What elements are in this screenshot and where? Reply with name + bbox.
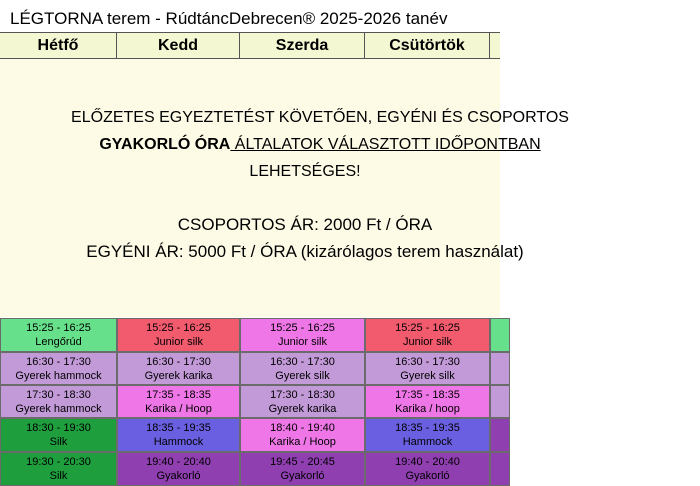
notice-line-2 (0, 136, 700, 154)
class-cell-friday (490, 418, 510, 452)
class-time: 19:40 - 20:40 (395, 456, 460, 468)
class-cell-monday (0, 318, 117, 352)
class-name: Hammock (153, 436, 204, 448)
class-time: 15:25 - 16:25 (146, 322, 211, 334)
class-time: 19:40 - 20:40 (146, 456, 211, 468)
schedule-title: LÉGTORNA terem - RúdtáncDebrecen® 2025-2026 tanév (0, 0, 500, 32)
day-header-wednesday: Szerda (240, 33, 365, 58)
class-time: 17:30 - 18:30 (270, 389, 335, 401)
class-name: Karika / hoop (395, 403, 460, 415)
class-time: 19:30 - 20:30 (26, 456, 91, 468)
class-name: Hammock (402, 436, 453, 448)
notice-line-3: LEHETSÉGES! (249, 163, 361, 180)
class-cell-monday (0, 352, 117, 385)
class-time: 18:35 - 19:35 (395, 422, 460, 434)
class-name: Junior silk (154, 336, 203, 348)
class-name: Gyerek karika (144, 370, 213, 382)
notice-line-2-bold: GYAKORLÓ ÓRA (99, 136, 231, 153)
class-cell-thursday (365, 318, 490, 352)
price-group: CSOPORTOS ÁR: 2000 Ft / ÓRA (177, 215, 433, 234)
class-cell-tuesday (117, 352, 240, 385)
class-cell-friday (490, 318, 510, 352)
class-cell-thursday (365, 452, 490, 486)
class-cell-wednesday (240, 318, 365, 352)
class-name: Gyerek silk (400, 370, 455, 382)
class-name: Silk (49, 436, 68, 448)
class-name: Gyerek hammock (15, 403, 102, 415)
class-time: 17:35 - 18:35 (395, 389, 460, 401)
notice-line-2-rest: ÁLTALATOK VÁLASZTOTT IDŐPONTBAN (230, 136, 541, 153)
class-cell-tuesday (117, 418, 240, 452)
class-name: Junior silk (403, 336, 452, 348)
class-name: Karika / Hoop (145, 403, 212, 415)
class-name: Junior silk (278, 336, 327, 348)
class-cell-thursday (365, 352, 490, 385)
class-time: 16:30 - 17:30 (270, 356, 335, 368)
class-time: 15:25 - 16:25 (395, 322, 460, 334)
price-single: EGYÉNI ÁR: 5000 Ft / ÓRA (kizárólagos terem használat) (86, 242, 524, 261)
class-cell-monday (0, 452, 117, 486)
class-time: 15:25 - 16:25 (270, 322, 335, 334)
day-header-row (0, 32, 500, 59)
class-time: 16:30 - 17:30 (26, 356, 91, 368)
day-header-monday: Hétfő (0, 33, 117, 58)
class-name: Gyerek hammock (15, 370, 102, 382)
notice-panel (0, 59, 569, 317)
class-time: 15:25 - 16:25 (26, 322, 91, 334)
class-cell-friday (490, 352, 510, 385)
class-name: Gyakorló (405, 470, 450, 482)
class-time: 17:35 - 18:35 (146, 389, 211, 401)
notice-line-1: ELŐZETES EGYEZTETÉST KÖVETŐEN, EGYÉNI ÉS CSOPORTOS (71, 109, 569, 126)
class-cell-wednesday (240, 418, 365, 452)
day-header-friday-cut (490, 33, 500, 58)
class-cell-friday (490, 385, 510, 418)
class-name: Gyakorló (156, 470, 201, 482)
class-cell-friday (490, 452, 510, 486)
class-time: 19:45 - 20:45 (270, 456, 335, 468)
class-cell-tuesday (117, 452, 240, 486)
class-time: 16:30 - 17:30 (146, 356, 211, 368)
class-time: 17:30 - 18:30 (26, 389, 91, 401)
class-name: Gyakorló (280, 470, 325, 482)
class-name: Gyerek silk (275, 370, 330, 382)
day-header-tuesday: Kedd (117, 33, 240, 58)
class-time: 18:35 - 19:35 (146, 422, 211, 434)
class-name: Karika / Hoop (269, 436, 336, 448)
class-name: Lengőrúd (35, 336, 82, 348)
class-cell-monday (0, 418, 117, 452)
class-cell-wednesday (240, 352, 365, 385)
class-name: Silk (49, 470, 68, 482)
day-header-thursday: Csütörtök (365, 33, 490, 58)
schedule-grid (0, 318, 500, 486)
class-cell-wednesday (240, 452, 365, 486)
class-time: 16:30 - 17:30 (395, 356, 460, 368)
class-cell-tuesday (117, 318, 240, 352)
class-name: Gyerek karika (268, 403, 337, 415)
class-cell-thursday (365, 385, 490, 418)
class-cell-monday (0, 385, 117, 418)
class-cell-tuesday (117, 385, 240, 418)
class-cell-wednesday (240, 385, 365, 418)
class-cell-thursday (365, 418, 490, 452)
class-time: 18:40 - 19:40 (270, 422, 335, 434)
class-time: 18:30 - 19:30 (26, 422, 91, 434)
